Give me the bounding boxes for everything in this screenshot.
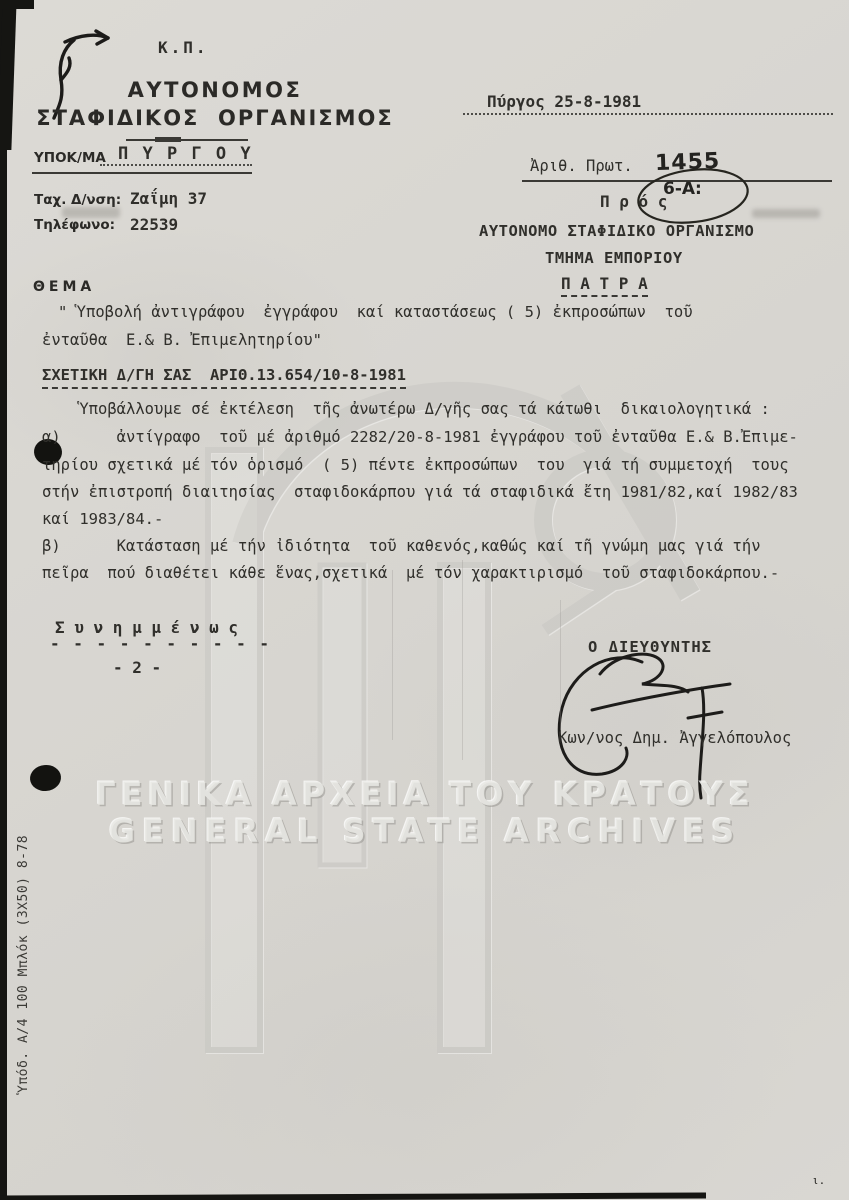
branch-dotted-line: [100, 148, 252, 166]
paper-crease-2: [462, 560, 463, 760]
place-date: Πύργος 25-8-1981: [487, 92, 642, 111]
place-date-dotted-line: [463, 97, 833, 115]
address-label: Ταχ. Δ/νση:: [34, 192, 122, 208]
paper-crease-1: [392, 570, 393, 740]
branch-label: ΥΠΟΚ/ΜΑ: [34, 150, 106, 166]
body-line-4: στήν ἐπιστροπή διαιτησίας σταφιδοκάρπου γιά τά σταφιδικά ἔτη 1981/82,καί 1982/83: [42, 483, 798, 501]
margin-note-vertical: Ὑπόδ. Α/4 100 Μπλόκ (3Χ50) 8-78: [16, 834, 31, 1093]
attachments-dashes: - - - - - - - - - -: [50, 634, 272, 653]
body-line-5: καί 1983/84.-: [42, 510, 164, 528]
attachments-count: - 2 -: [113, 658, 162, 677]
org-name-line1: ΑΥΤΟΝΟΜΟΣ: [127, 78, 303, 102]
signatory-name: Κων/νος Δημ. Ἀγγελόπουλος: [558, 729, 792, 747]
scan-edge-left: [0, 0, 7, 1200]
recipient-line1: ΑΥΤΟΝΟΜΟ ΣΤΑΦΙΔΙΚΟ ΟΡΓΑΝΙΣΜΟ: [479, 222, 755, 240]
annotation-handwritten: 6-Α:: [663, 179, 702, 199]
org-name-line2: ΣΤΑΦΙΔΙΚΟΣ ΟΡΓΑΝΙΣΜΟΣ: [36, 106, 394, 130]
subject-line1: " Ὑποβολή ἀντιγράφου ἐγγράφου καί καταστάσεως ( 5) ἐκπροσώπων τοῦ: [58, 303, 693, 321]
watermark-greek: ΓΕΝΙΚΑ ΑΡΧΕΙΑ ΤΟΥ ΚΡΑΤΟΥΣ: [95, 775, 755, 813]
to-label: Π ρ ό ς: [600, 192, 668, 211]
body-line-7: πεῖρα πού διαθέτει κάθε ἕνας,σχετικά μέ τόν χαρακτιρισμό τοῦ σταφιδοκάρπου.-: [42, 564, 780, 582]
letterhead-divider: [126, 139, 248, 141]
scan-edge-corner: [0, 0, 17, 150]
reference-line: ΣΧΕΤΙΚΗ Δ/ΓΗ ΣΑΣ ΑΡΙΘ.13.654/10-8-1981: [42, 366, 406, 389]
protocol-number-handwritten: 1455: [654, 148, 721, 177]
body-line-2: α) ἀντίγραφο τοῦ μέ ἀριθμό 2282/20-8-1981 ἐγγράφου τοῦ ἐνταῦθα Ε.& Β.Ἐπιμε-: [42, 428, 798, 446]
phone-label: Τηλέφωνο:: [34, 217, 116, 233]
ink-smudge-right: [752, 209, 820, 218]
body-line-6: β) Κατάσταση μέ τήν ἰδιότητα τοῦ καθενός,καθώς καί τῆ γνώμη μας γιά τήν: [42, 537, 761, 555]
paper-crease-3: [560, 600, 561, 730]
branch-underline: [32, 172, 252, 174]
protocol-label: Ἀριθ. Πρωτ.: [530, 157, 633, 175]
recipient-city: Π Α Τ Ρ Α: [561, 274, 648, 297]
body-line-3: τηρίου σχετικά μέ τόν ὁρισμό ( 5) πέντε ἐκπροσώπων του γιά τή συμμετοχή τους: [42, 456, 789, 474]
corner-ink-mark: ι.: [812, 1174, 826, 1187]
subject-line2: ἐνταῦθα Ε.& Β. Ἐπιμελητηρίου": [42, 331, 322, 349]
phone-value: 22539: [130, 215, 179, 234]
scan-edge-top: [0, 0, 34, 9]
watermark-english: GENERAL STATE ARCHIVES: [108, 812, 742, 850]
branch-value: Π Υ Ρ Γ Ο Υ: [118, 144, 253, 164]
body-line-1: Ὑποβάλλουμε σέ ἐκτέλεση τῆς ἀνωτέρω Δ/γῆς σας τά κάτωθι δικαιολογητικά :: [42, 400, 770, 418]
attachments-label: Σ υ ν η μ μ έ ν ω ς: [55, 618, 239, 637]
letterhead-divider-bold: [155, 137, 181, 142]
address-value: Ζαΐμη 37: [130, 189, 208, 208]
signatory-title: Ο ΔΙΕΥΘΥΝΤΗΣ: [588, 638, 712, 656]
scan-edge-bottom: [0, 1192, 706, 1200]
punch-hole-bottom: [29, 763, 63, 792]
recipient-line2: ΤΜΗΜΑ ΕΜΠΟΡΙΟΥ: [545, 249, 683, 267]
stamp-kp: Κ.Π.: [158, 38, 209, 57]
subject-label: ΘΕΜΑ: [33, 279, 96, 295]
ink-smudge-left: [62, 207, 120, 218]
